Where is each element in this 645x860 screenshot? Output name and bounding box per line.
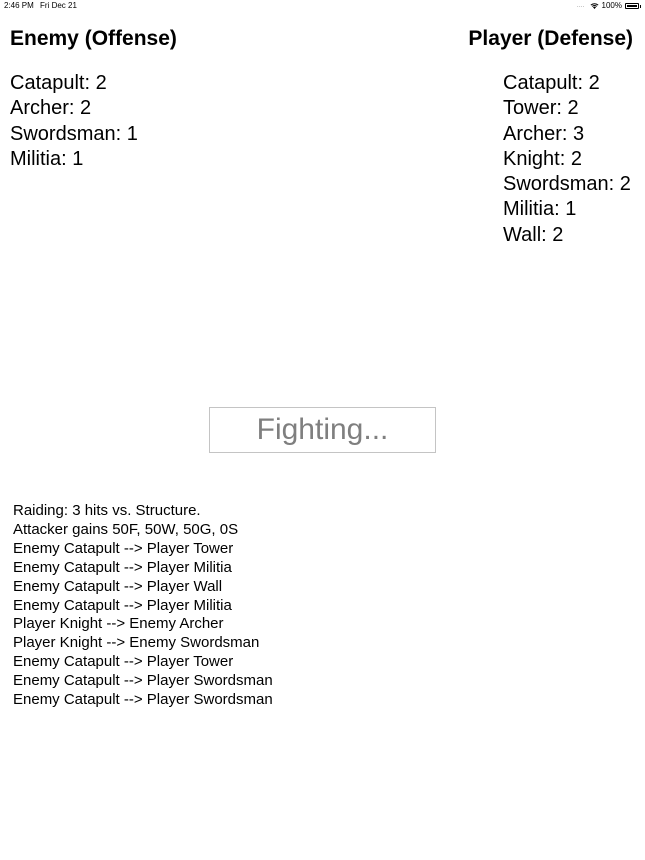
player-unit-item: Tower: 2 bbox=[503, 97, 579, 120]
fighting-button[interactable]: Fighting... bbox=[209, 407, 436, 453]
player-unit-list bbox=[503, 71, 631, 248]
enemy-heading: Enemy (Offense) bbox=[10, 27, 177, 50]
status-date: Fri Dec 21 bbox=[40, 1, 77, 10]
enemy-unit-item: Catapult: 2 bbox=[10, 72, 107, 94]
signal-dots-icon: .... bbox=[576, 2, 585, 9]
battle-log bbox=[13, 502, 273, 710]
battle-log-line: Raiding: 3 hits vs. Structure. bbox=[13, 502, 201, 519]
player-unit-item: Militia: 1 bbox=[503, 198, 577, 221]
battle-log-line: Enemy Catapult --> Player Tower bbox=[13, 539, 234, 557]
player-unit-item: Knight: 2 bbox=[503, 147, 582, 170]
status-time: 2:46 PM bbox=[4, 1, 34, 10]
battle-log-line: Enemy Catapult --> Player Swordsman bbox=[13, 691, 273, 709]
enemy-unit-item: Archer: 2 bbox=[10, 97, 92, 120]
status-bar bbox=[0, 0, 645, 14]
battle-log-line: Enemy Catapult --> Player Swordsman bbox=[13, 672, 273, 690]
status-bar-right bbox=[577, 0, 639, 12]
battle-log-line: Enemy Catapult --> Player Tower bbox=[13, 653, 234, 671]
battle-log-line: Player Knight --> Enemy Swordsman bbox=[13, 634, 260, 652]
battle-log-line: Enemy Catapult --> Player Militia bbox=[13, 596, 232, 614]
player-unit-item: Swordsman: 2 bbox=[503, 173, 631, 196]
battery-fill bbox=[627, 5, 637, 7]
battle-log-line: Attacker gains 50F, 50W, 50G, 0S bbox=[13, 520, 239, 538]
player-unit-item: Archer: 3 bbox=[503, 122, 585, 145]
battle-log-line: Player Knight --> Enemy Archer bbox=[13, 615, 224, 633]
battle-log-line: Enemy Catapult --> Player Wall bbox=[13, 577, 223, 595]
player-heading: Player (Defense) bbox=[468, 27, 633, 50]
enemy-unit-list bbox=[10, 71, 138, 172]
wifi-icon bbox=[590, 2, 599, 10]
player-unit-item: Wall: 2 bbox=[503, 223, 564, 246]
status-bar-left bbox=[4, 0, 77, 12]
battery-icon bbox=[625, 3, 639, 9]
battle-log-line: Enemy Catapult --> Player Militia bbox=[13, 558, 232, 576]
enemy-unit-item: Swordsman: 1 bbox=[10, 122, 138, 145]
player-unit-item: Catapult: 2 bbox=[503, 72, 600, 94]
battery-percent: 100% bbox=[601, 1, 622, 10]
enemy-unit-item: Militia: 1 bbox=[10, 147, 84, 170]
